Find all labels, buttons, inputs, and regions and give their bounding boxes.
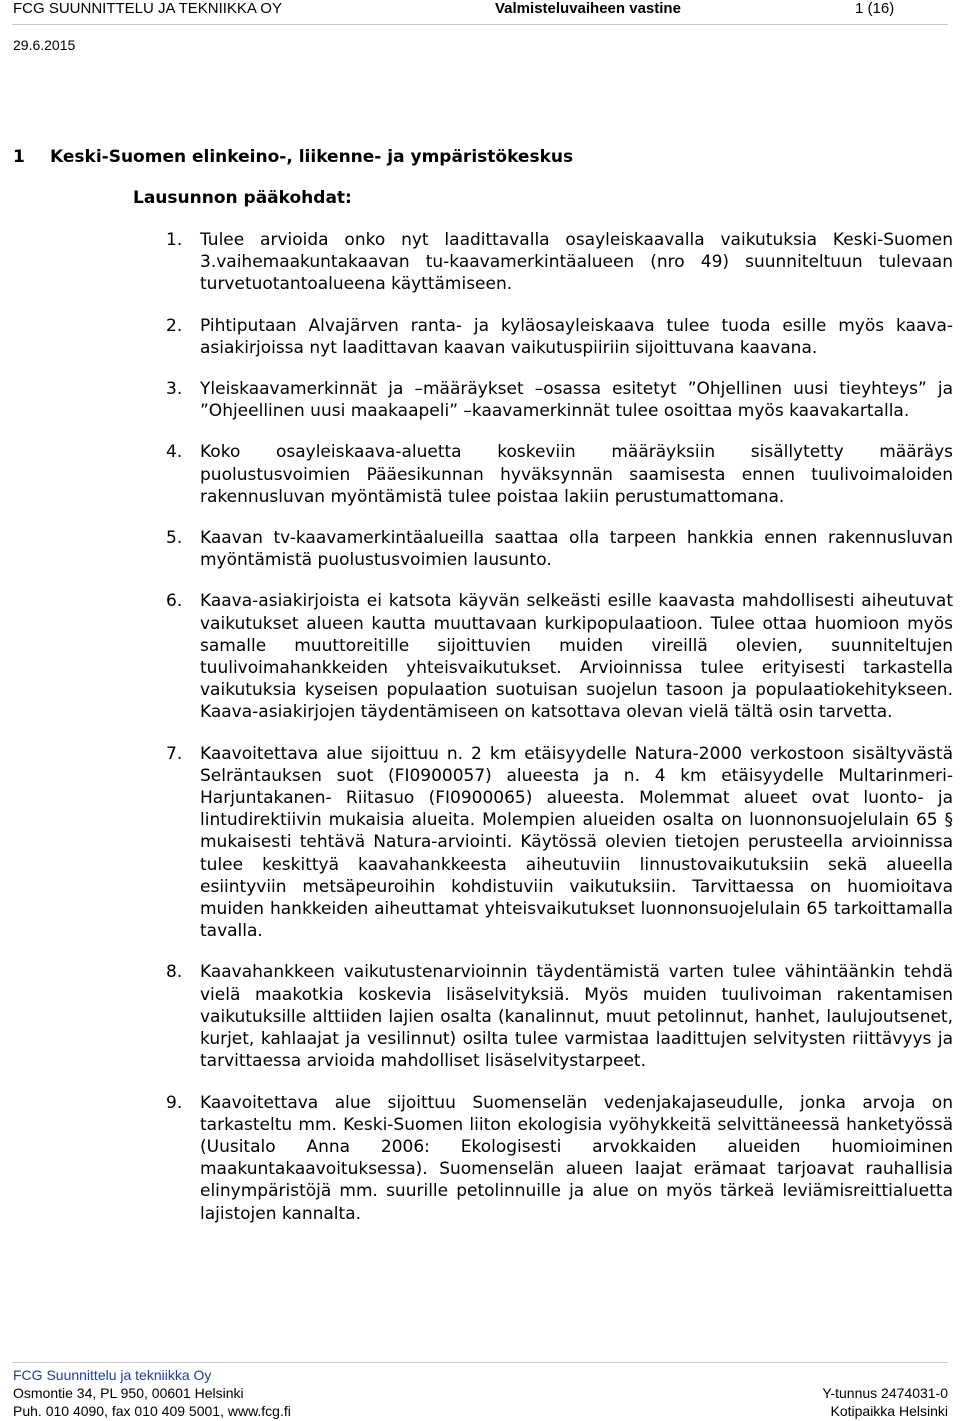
footer-address: Osmontie 34, PL 950, 00601 Helsinki <box>13 1385 244 1401</box>
header-date: 29.6.2015 <box>13 37 76 53</box>
section-heading <box>13 147 573 167</box>
item-number: 9. <box>166 1092 183 1113</box>
item-number: 8. <box>166 962 183 983</box>
item-text: Yleiskaavamerkinnät ja –määräykset –osassa esitetyt ”Ohjellinen uusi tieyhteys” ja ”Ohjeellinen uusi maakaapeli” –kaavamerkinnät tulee osoittaa myös kaavakartalla. <box>200 379 953 422</box>
section-title: Keski-Suomen elinkeino-, liikenne- ja ympäristökeskus <box>50 147 574 167</box>
item-number: 5. <box>166 528 183 549</box>
page-header <box>0 0 960 24</box>
item-number: 3. <box>166 379 183 400</box>
item-text: Kaavan tv-kaavamerkintäalueilla saattaa olla tarpeen hankkia ennen rakennusluvan myöntämistä puolustusvoimien lausunto. <box>200 528 953 571</box>
footer-contact: Puh. 010 4090, fax 010 409 5001, www.fcg.fi <box>13 1403 291 1419</box>
footer-business-id: Y-tunnus 2474031-0 <box>822 1385 948 1401</box>
item-number: 2. <box>166 315 183 336</box>
item-number: 7. <box>166 743 183 764</box>
item-text: Tulee arvioida onko nyt laadittavalla osayleiskaavalla vaikutuksia Keski-Suomen 3.vaihemaakuntakaavan tu-kaavamerkintäalueen (nro 49) suunniteltuun tulevaan turvetuotantoalueena käyttämiseen. <box>200 230 953 295</box>
list-item <box>0 527 960 571</box>
list-item <box>0 229 960 296</box>
footer-company: FCG Suunnittelu ja tekniikka Oy <box>13 1367 212 1383</box>
item-number: 6. <box>166 591 183 612</box>
footer-divider <box>12 1362 948 1363</box>
item-number: 4. <box>166 442 183 463</box>
list-item <box>0 590 960 723</box>
header-company: FCG SUUNNITTELU JA TEKNIIKKA OY <box>13 0 282 17</box>
list-item <box>0 441 960 508</box>
list-item <box>0 743 960 943</box>
subheading: Lausunnon pääkohdat: <box>133 188 352 208</box>
item-text: Kaavoitettava alue sijoittuu n. 2 km etäisyydelle Natura-2000 verkostoon sisältyvästä Selräntauksen suot (FI0900057) alueesta ja n. 4 km etäisyydelle Multarinmeri-Harjuntakanen- Riitasuo (FI0900065) alueesta. Molemmat alueet ovat luonto- ja lintudirektiivin mukaisia alueita. Molempien alueiden osalta on luonnonsuojelulain 65 § mukaisesti tehtävä Natura-arviointi. Käytössä olevien tietojen perusteella arvioinnissa tulee keskittyä kaavahankkeesta aiheutuviin linnustovaikutuksiin sekä alueella esiintyviin metsäpeuroihin kohdistuviin vaikutuksiin. Tarvittaessa on huomioitava muiden hankkeiden aiheuttamat yhteisvaikutukset luonnonsuojelulain 65 tarkoittamalla tavalla. <box>200 743 953 942</box>
item-text: Koko osayleiskaava-aluetta koskeviin määräyksiin sisällytetty määräys puolustusvoimien Pääesikunnan hyväksynnän saamisesta ennen tuulivoimaloiden rakennusluvan myöntämistä tulee poistaa lakiin perustumattomana. <box>200 442 953 507</box>
header-page-number: 1 (16) <box>855 0 895 17</box>
header-divider <box>12 24 948 25</box>
item-text: Pihtiputaan Alvajärven ranta- ja kyläosayleiskaava tulee tuoda esille myös kaava-asiakirjoissa nyt laadittavan kaavan vaikutuspiiriin sijoittuvana kaavana. <box>200 315 953 358</box>
section-number: 1 <box>13 147 25 167</box>
list-item <box>0 961 960 1072</box>
statement-points-list <box>0 229 960 1244</box>
item-text: Kaava-asiakirjoista ei katsota käyvän selkeästi esille kaavasta mahdollisesti aiheutuvat vaikutukset alueen kautta muuttavaan kurkipopulaatioon. Tulee ottaa huomioon myös samalle muuttoreitille sijoittuvien muiden vireillä olevien, suunniteltujen tuulivoimahankkeiden yhteisvaikutukset. Arvioinnissa tulee erityisesti tarkastella vaikutuksia kyseisen populaation suotuisan suojelun tasoon ja populaatiokehitykseen. Kaava-asiakirjojen täydentämiseen on katsottava olevan vielä tältä osin tarvetta. <box>200 591 953 723</box>
item-number: 1. <box>166 230 183 250</box>
header-doc-title: Valmisteluvaiheen vastine <box>495 0 681 17</box>
list-item <box>0 378 960 422</box>
footer-domicile: Kotipaikka Helsinki <box>830 1403 948 1419</box>
list-item <box>0 315 960 359</box>
item-text: Kaavoitettava alue sijoittuu Suomenselän vedenjakajaseudulle, jonka arvoja on tarkasteltu mm. Keski-Suomen liiton ekologisia vyöhykkeitä selvittäneessä hanketyössä (Uusitalo Anna 2006: Ekologisesti arvokkaiden alueiden huomioiminen maakuntakaavoituksessa). Suomenselän alueen laajat erämaat tarjoavat rauhallisia elinympäristöjä mm. suurille petolinnuille ja alue on myös tärkeä leviämisreittialuetta lajistojen kannalta. <box>200 1092 953 1224</box>
list-item <box>0 1092 960 1225</box>
item-text: Kaavahankkeen vaikutustenarvioinnin täydentämistä varten tulee vähintäänkin tehdä vielä maakotkia koskevia lisäselvityksiä. Myös muiden tuulivoiman rakentamisen vaikutuksille alttiiden lajien osalta (kanalinnut, muut petolinnut, hanhet, laulujoutsenet, kurjet, kahlaajat ja vesilinnut) osilta tulee varmistaa laadittujen selvitysten riittävyys ja tarvittaessa arvioida mahdolliset lisäselvitystarpeet. <box>200 962 953 1072</box>
